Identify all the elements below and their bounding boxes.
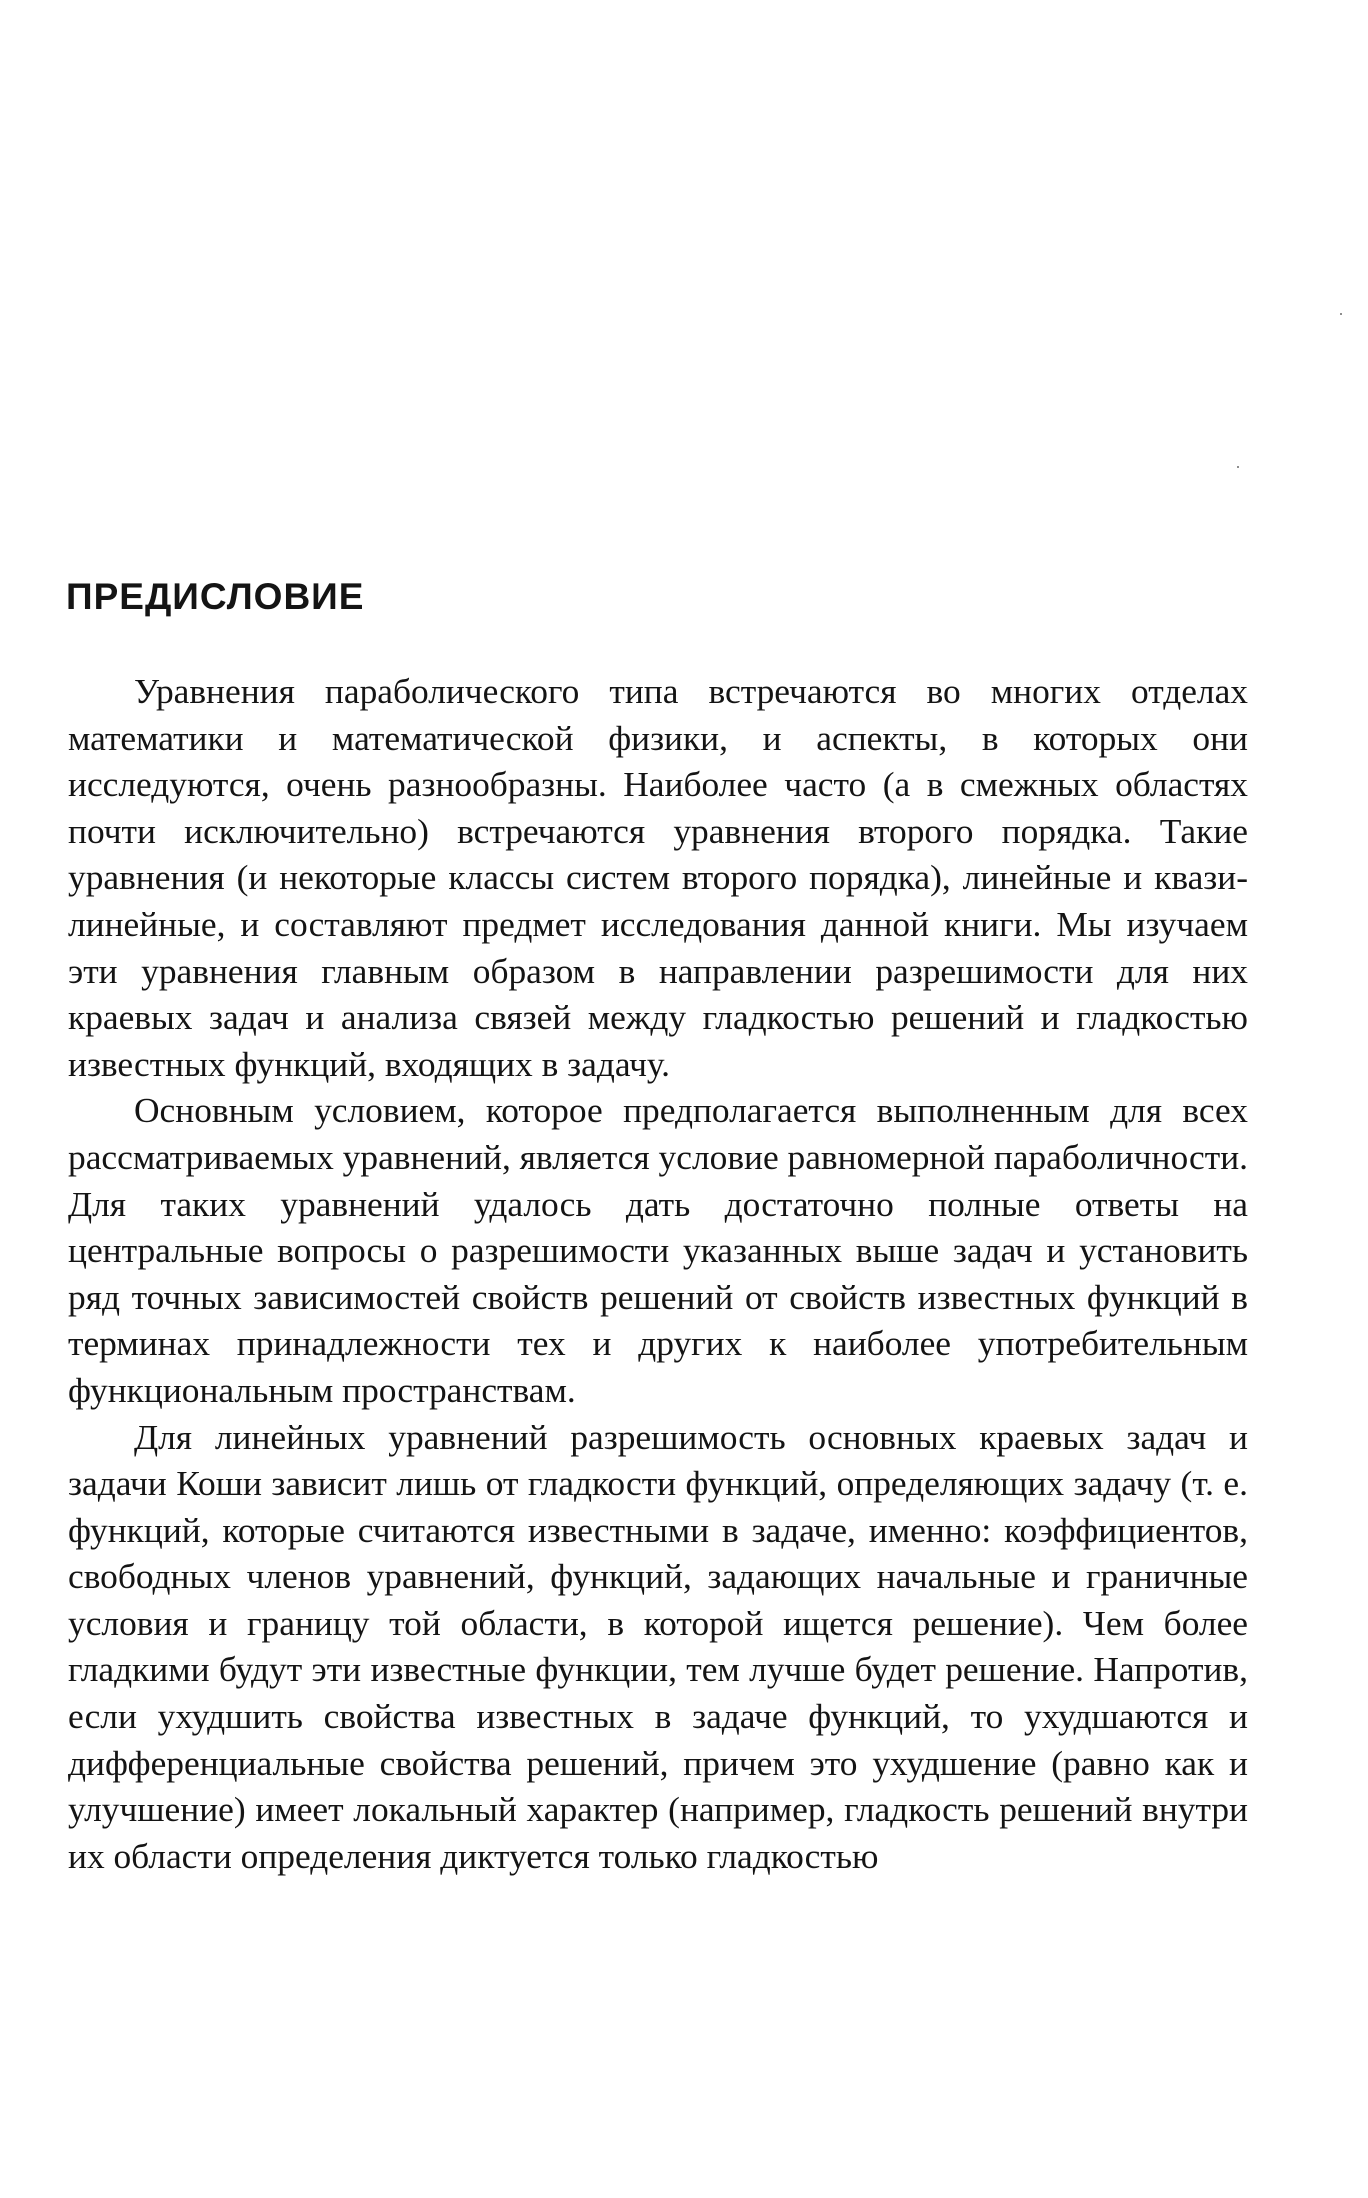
- paragraph-2: Основным условием, которое предполагается выполненным для всех рассматриваемых уравнений, является условие равномерной параболичности. Для таких уравнений удалось дать достаточно полные ответы на центральные вопросы о разрешимости указанных выше задач и установить ряд точных зависимостей свойств решений от свойств известных функций в терминах принадлежности тех и других к наиболее употребительным функциональным пространствам.: [68, 1090, 1248, 1410]
- paragraph-3: Для линейных уравнений разрешимость основных краевых задач и задачи Коши зависит лишь от гладкости функций, определяющих задачу (т. е. функций, которые считаются известными в задаче, именно: коэффициентов, свободных членов уравнений, функций, задающих начальные и граничные условия и границу той области, в которой ищется решение). Чем более гладкими будут эти известные функции, тем лучше будет решение. Напротив, если ухудшить свойства известных в задаче функций, то ухудшаются и дифференциальные свойства решений, причем это ухудшение (равно как и улучшение) имеет локальный характер (например, гладкость решений внутри их области определения диктуется только гладкостью: [68, 1416, 1248, 1876]
- paragraph-1: Уравнения параболического типа встречаются во многих отделах математики и математической физики, и аспекты, в которых они исследуются, очень разнообразны. Наиболее часто (а в смежных областях почти исключительно) встречаются уравнения второго порядка. Такие уравнения (и некоторые классы систем второго порядка), линейные и квазилинейные, и составляют предмет исследования данной книги. Мы изучаем эти уравнения главным образом в направлении разрешимости для них краевых задач и анализа связей между гладкостью решений и гладкостью известных функций, входящих в задачу.: [68, 671, 1248, 1084]
- scan-speck: [1340, 313, 1342, 315]
- page-title: ПРЕДИСЛОВИЕ: [66, 576, 365, 617]
- preface-text: [68, 668, 1248, 1879]
- scan-speck: [1237, 466, 1239, 468]
